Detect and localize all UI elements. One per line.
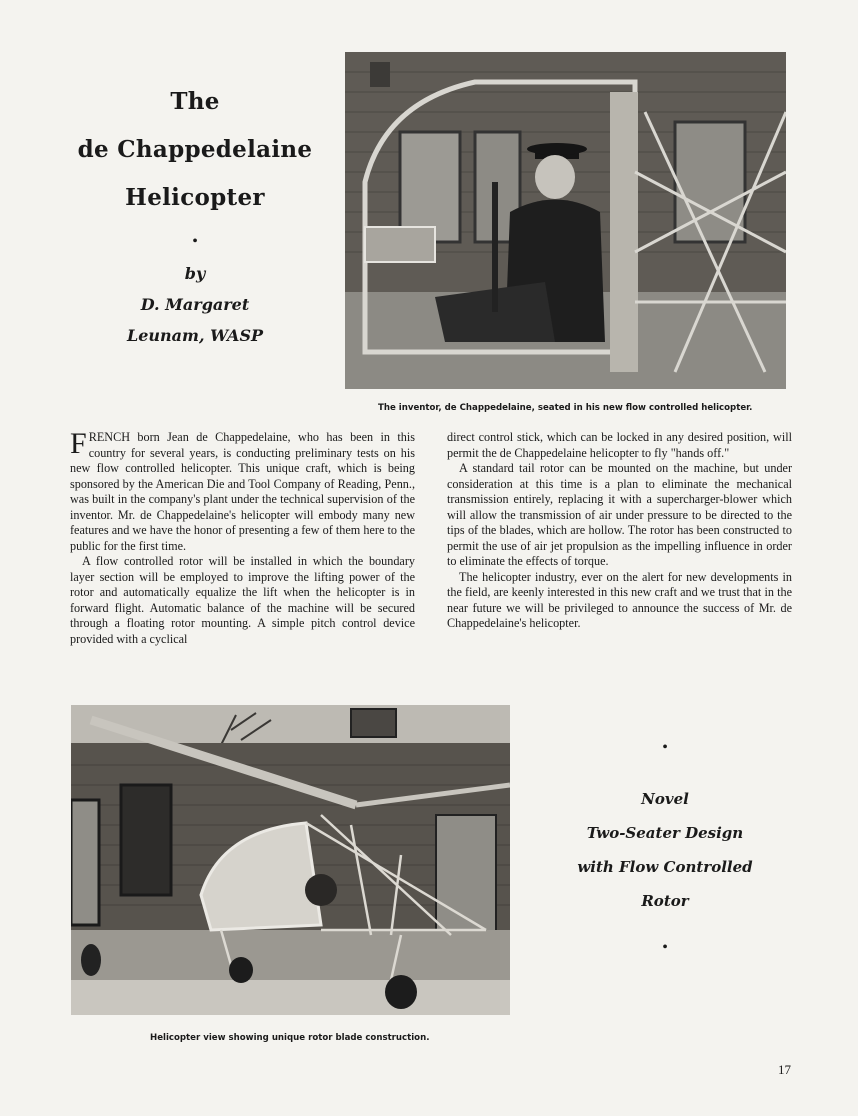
paragraph-5: The helicopter industry, ever on the alert for new developments in the field, are keenly interested in this new craft and we trust that in the near future we will be privileged to announce the success of Mr. de Chappedelaine's helicopter.: [447, 569, 792, 630]
sidebar-bullet-bottom: •: [662, 939, 668, 956]
photo-helicopter-illustration: [71, 705, 510, 1015]
photo-inventor-in-helicopter: [345, 52, 786, 389]
sidebar-line-3: with Flow Controlled: [577, 858, 753, 876]
paragraph-1-text: RENCH born Jean de Chappedelaine, who has been in this country for several years, is conducting preliminary tests on his new flow controlled helicopter. This unique craft, which is being sponsored by the American Die and Tool Company of Reading, Penn., was built in the company's plant under the technical supervision of the inventor. Mr. de Chappedelaine's helicopter will embody many new features and we have the honor of presenting a few of them here to the public for the first time.: [70, 430, 415, 553]
paragraph-1: [70, 427, 415, 554]
title-bullet: •: [192, 233, 198, 250]
sidebar-line-2: Two-Seater Design: [586, 824, 744, 842]
paragraph-3: direct control stick, which can be locked in any desired position, will permit the de Chappedelaine helicopter to fly "hands off.": [447, 430, 792, 460]
article-title-block: [40, 78, 350, 351]
title-line-3: Helicopter: [125, 184, 265, 211]
article-column-right: [447, 430, 792, 632]
photo-inventor-illustration: [345, 52, 786, 389]
sidebar-bullet-top: •: [662, 739, 668, 756]
byline-author-last: Leunam, WASP: [126, 326, 264, 345]
sidebar-line-4: Rotor: [641, 892, 689, 910]
article-column-left: [70, 427, 415, 647]
caption-bottom-photo: Helicopter view showing unique rotor blade construction.: [150, 1033, 430, 1043]
paragraph-4: A standard tail rotor can be mounted on the machine, but under consideration at this time is a plan to eliminate the mechanical transmission entirely, replacing it with a supercharger-blower which will allow the transmission of air under pressure to be directed to the tips of the blades, which are hollow. The rotor has been constructed to permit the use of air jet propulsion as the impelling influence in order to eliminate the effects of torque.: [447, 461, 792, 568]
sidebar-callout: [530, 740, 800, 956]
byline-author-first: D. Margaret: [140, 295, 250, 314]
title-line-1: The: [170, 88, 220, 115]
page-number: 17: [778, 1062, 791, 1077]
title-line-2: de Chappedelaine: [77, 136, 313, 163]
byline-by: by: [184, 264, 206, 283]
paragraph-2: A flow controlled rotor will be installed in which the boundary layer section will be employed to improve the lifting power of the rotor and automatically equalize the lift when the helicopter is in forward flight. Automatic balance of the machine will be secured through a floating rotor mounting. A simple pitch control device provided with a cyclical: [70, 554, 415, 646]
caption-top-photo: The inventor, de Chappedelaine, seated in his new flow controlled helicopter.: [378, 403, 753, 413]
drop-cap: F: [70, 427, 87, 460]
sidebar-line-1: Novel: [641, 790, 689, 808]
photo-helicopter-view: [71, 705, 510, 1015]
